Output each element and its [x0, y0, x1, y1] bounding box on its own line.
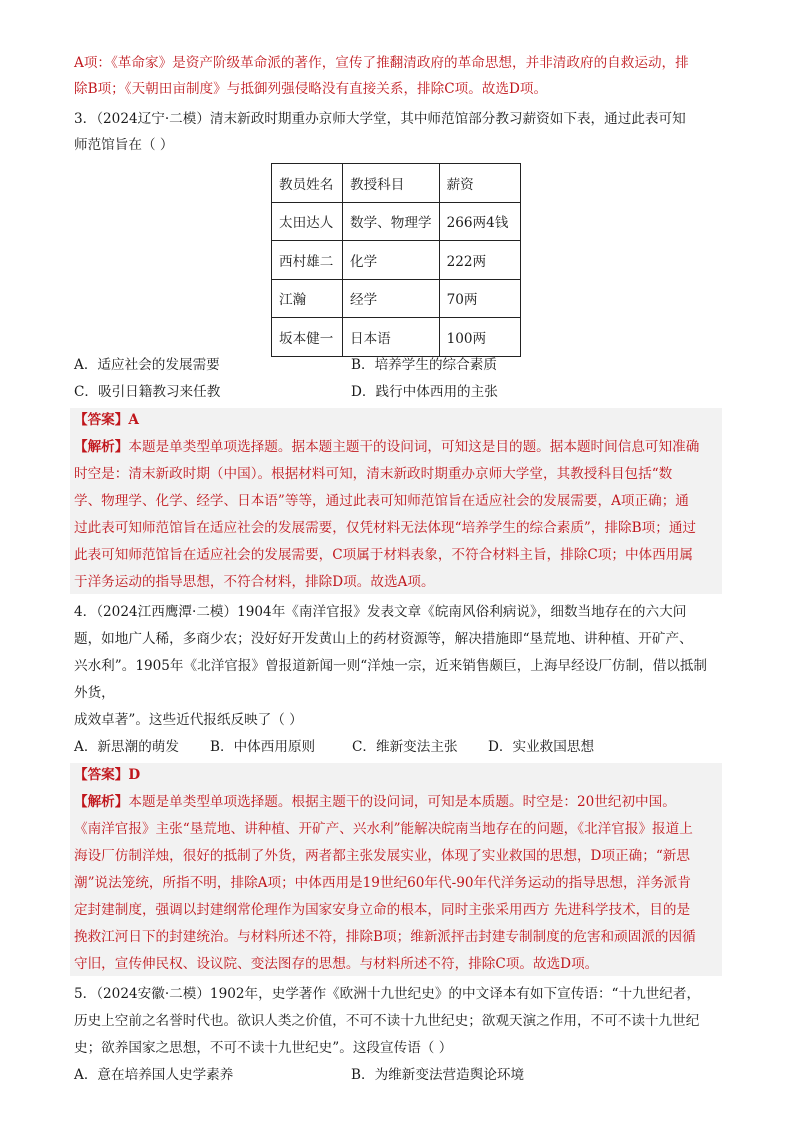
table-cell: 经学 — [343, 279, 440, 318]
q3-option-a: A．适应社会的发展需要 — [74, 357, 220, 373]
q3-stem-line-1: 3．（2024辽宁·二模）清末新政时期重办京师大学堂，其中师范馆部分教习薪资如下表，通过此表可知 — [74, 111, 686, 127]
q3-analysis-line-4: 过此表可知师范馆旨在适应社会的发展需要，仅凭材料无法体现“培养学生的综合素质”，排除B项；通过 — [74, 520, 697, 536]
q4-analysis-line-7: 守旧，宣传伸民权、设议院、变法图存的思想。与材料所述不符，排除C项。故选D项。 — [74, 956, 599, 972]
table-cell: 江瀚 — [272, 279, 343, 318]
q5-stem-line-3: 史；欲养国家之思想，不可不读十九世纪史”。这段宣传语（ ） — [74, 1040, 453, 1056]
table-cell: 日本语 — [343, 318, 440, 357]
table-cell: 化学 — [343, 241, 440, 280]
table-cell: 222两 — [439, 241, 520, 280]
table-cell: 太田达人 — [272, 202, 343, 241]
q4-option-d: D．实业救国思想 — [488, 739, 595, 755]
q5-stem-line-1: 5．（2024安徽·二模）1902年，史学著作《欧洲十九世纪史》的中文译本有如下宣传语：“十九世纪者， — [74, 986, 701, 1002]
q3-option-d: D．践行中体西用的主张 — [351, 384, 498, 400]
q3-option-c: C．吸引日籍教习来任教 — [74, 384, 221, 400]
q4-analysis-line-1: 【解析】本题是单类型单项选择题。根据主题干的设问词，可知是本质题。时空是：20世纪初中国。 — [74, 794, 676, 810]
q4-stem-line-1: 4．（2024江西鹰潭·二模）1904年《南洋官报》发表文章《皖南风俗利病说》，细数当地存在的六大问 — [74, 604, 687, 620]
table-cell: 西村雄二 — [272, 241, 343, 280]
q4-analysis-line-2: 《南洋官报》主张“垦荒地、讲种植、开矿产、兴水利”能解决皖南当地存在的问题，《北洋官报》报道上 — [74, 821, 693, 837]
table-cell: 100两 — [439, 318, 520, 357]
table-cell: 坂本健一 — [272, 318, 343, 357]
q4-analysis-label: 【解析】 — [74, 794, 129, 810]
q3-answer: 【答案】A — [74, 412, 139, 428]
table-header-row — [272, 164, 521, 203]
q4-analysis-line-6: 挽救江河日下的封建统治。与材料所述不符，排除B项；维新派抨击封建专制制度的危害和顽固派的因循 — [74, 929, 696, 945]
q4-stem-line-4: 外货， — [74, 685, 115, 701]
q3-analysis-line-2: 时空是：清末新政时期（中国）。根据材料可知，清末新政时期重办京师大学堂，其教授科目包括“数 — [74, 466, 673, 482]
q4-answer: 【答案】D — [74, 767, 141, 783]
q4-analysis-line-5: 定封建制度，强调以封建纲常伦理作为国家安身立命的根本，同时主张采用西方 先进科学技术，目的是 — [74, 902, 691, 918]
q5-option-b: B．为维新变法营造舆论环境 — [351, 1067, 525, 1083]
q3-analysis-line-3: 学、物理学、化学、经学、日本语”等等，通过此表可知师范馆旨在适应社会的发展需要，A项正确；通 — [74, 493, 689, 509]
q3-analysis-line-5: 此表可知师范馆旨在适应社会的发展需要，C项属于材料表象，不符合材料主旨，排除C项；中体西用属 — [74, 547, 693, 563]
table-row — [272, 241, 521, 280]
q3-analysis-line-6: 于洋务运动的指导思想，不符合材料，排除D项。故选A项。 — [74, 574, 435, 590]
salary-table — [271, 163, 521, 357]
q4-analysis-line-3: 海设厂仿制洋烛，很好的抵制了外货，两者都主张发展实业，体现了实业救国的思想，D项正确；“新思 — [74, 848, 690, 864]
top-explanation-line-2: 除B项；《天朝田亩制度》与抵御列强侵略没有直接关系，排除C项。故选D项。 — [74, 81, 548, 97]
q3-option-b: B．培养学生的综合素质 — [351, 357, 497, 373]
q4-stem-line-5: 成效卓著”。这些近代报纸反映了（ ） — [74, 712, 303, 728]
table-header-cell: 教员姓名 — [272, 164, 343, 203]
table-cell: 70两 — [439, 279, 520, 318]
q3-stem-line-2: 师范馆旨在（ ） — [74, 137, 174, 153]
q4-stem-line-2: 题，如地广人稀，多商少农；没好好开发黄山上的药材资源等，解决措施即“垦荒地、讲种植、开矿产、 — [74, 631, 693, 647]
table-header-cell: 薪资 — [439, 164, 520, 203]
q4-analysis-line-4: 潮”说法笼统，所指不明，排除A项；中体西用是19世纪60年代-90年代洋务运动的指导思想，洋务派肯 — [74, 875, 691, 891]
table-cell: 数学、物理学 — [343, 202, 440, 241]
q4-option-b: B．中体西用原则 — [210, 739, 316, 755]
table-row — [272, 318, 521, 357]
q4-option-a: A．新思潮的萌发 — [74, 739, 179, 755]
q4-option-c: C．维新变法主张 — [352, 739, 458, 755]
table-header-cell: 教授科目 — [343, 164, 440, 203]
table-row — [272, 279, 521, 318]
q4-stem-line-3: 兴水利”。1905年《北洋官报》曾报道新闻一则“洋烛一宗，近来销售颇巨，上海早经设厂仿制，借以抵制 — [74, 658, 708, 674]
q3-analysis-line-1: 【解析】本题是单类型单项选择题。据本题主题干的设问词，可知这是目的题。据本题时间信息可知准确 — [74, 439, 700, 455]
q3-analysis-label: 【解析】 — [74, 439, 129, 455]
q5-option-a: A．意在培养国人史学素养 — [74, 1067, 234, 1083]
table-row — [272, 202, 521, 241]
q5-stem-line-2: 历史上空前之名誉时代也。欲识人类之价值，不可不读十九世纪史；欲观天演之作用，不可不读十九世纪 — [74, 1013, 700, 1029]
table-cell: 266两4钱 — [439, 202, 520, 241]
top-explanation-line-1: A项：《革命家》是资产阶级革命派的著作，宣传了推翻清政府的革命思想，并非清政府的自救运动，排 — [74, 55, 689, 71]
